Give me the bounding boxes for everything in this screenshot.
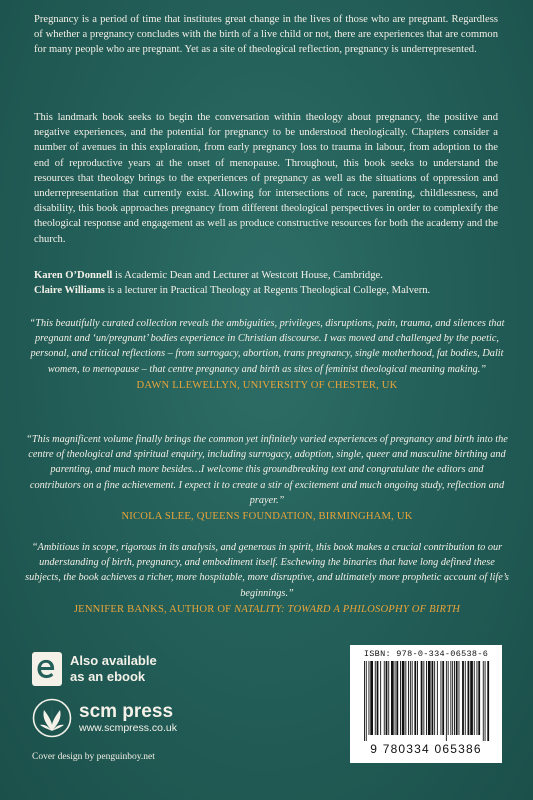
ebook-line-1: Also available bbox=[70, 653, 157, 668]
endorsement-quote bbox=[24, 432, 510, 524]
publisher-block bbox=[32, 698, 177, 738]
quote-attribution: DAWN LLEWELLYN, UNIVERSITY OF CHESTER, UK bbox=[136, 379, 398, 391]
barcode-panel bbox=[350, 645, 502, 763]
author-description: is a lecturer in Practical Theology at Regents Theological College, Malvern. bbox=[104, 285, 431, 296]
author-name: Claire Williams bbox=[34, 285, 105, 296]
ebook-line-2: as an ebook bbox=[70, 669, 146, 684]
author-bio bbox=[34, 283, 504, 298]
publisher-name: scm press bbox=[79, 700, 174, 722]
author-name: Karen O’Donnell bbox=[34, 270, 113, 281]
scm-press-logo-icon bbox=[32, 698, 72, 738]
ebook-e-icon bbox=[32, 652, 62, 686]
quote-text: “This magnificent volume finally brings the common yet infinitely varied experiences of pregnancy and birth into the centre of theological and spiritual enquiry, including surrogacy, adoption, single, queer and masculine birthing and parenting, and much more besides…I welcome this groundbreaking text and congratulate the editors and contributors on a fine achievement. I expect it to create a stir of excitement and much ongoing study, reflection and prayer.” bbox=[26, 434, 508, 506]
publisher-url: www.scmpress.co.uk bbox=[79, 721, 178, 734]
attribution-author: JENNIFER BANKS, AUTHOR OF bbox=[73, 603, 235, 615]
quote-text: “Ambitious in scope, rigorous in its analysis, and generous in spirit, this book makes a crucial contribution to our understanding of birth, pregnancy, and embodiment itself. Eschewing the binaries that have long defined these subjects, the book achieves a richer, more hospitable, more disruptive, and ultimately more prophetic account of life’s beginnings.” bbox=[25, 542, 509, 599]
author-bio bbox=[34, 268, 504, 283]
description-paragraph-2 bbox=[34, 110, 498, 256]
endorsement-quote bbox=[24, 540, 510, 617]
isbn-text: ISBN: 978-0-334-06538-6 bbox=[363, 649, 489, 659]
ean-number: 9 780334 065386 bbox=[370, 742, 482, 756]
author-bios bbox=[34, 268, 504, 298]
description-text-1: Pregnancy is a period of time that institutes great change in the lives of those who are pregnant. Regardless of whether a pregnancy concludes with the birth of a live child or not, there are experiences that are common for many people who are pregnant. Yet as a site of theological reflection, pregnancy is underrepresented. bbox=[34, 14, 498, 56]
author-description: is Academic Dean and Lecturer at Westcott House, Cambridge. bbox=[112, 270, 383, 281]
description-paragraph-1 bbox=[34, 12, 498, 67]
cover-design-credit: Cover design by penguinboy.net bbox=[32, 752, 155, 762]
description-text-2: This landmark book seeks to begin the conversation within theology about pregnancy, the positive and negative experiences, and the potential for pregnancy to be understood theologically. Chapters consider a number of avenues in this exploration, from early pregnancy loss to trauma in labour, from adoption to the end of reproductive years at the onset of menopause. Throughout, this book seeks to understand the resources that theology brings to the experiences of pregnancy as well as the situations of oppression and underrepresentation that currently exist. Allowing for intersections of race, parenting, childlessness, and disability, this book approaches pregnancy from different theological perspectives in order to complexify the theological response and engagement as well as produce constructive resources for both the academy and the church. bbox=[34, 112, 498, 245]
barcode-icon bbox=[362, 661, 490, 741]
attribution-book-title: NATALITY: TOWARD A PHILOSOPHY OF BIRTH bbox=[234, 603, 461, 615]
quote-text: “This beautifully curated collection reveals the ambiguities, privileges, disruptions, pain, trauma, and silences that pregnant and ‘un/pregnant’ bodies experience in Christian discourse. I was moved and challenged by the poetic, personal, and critical reflections – from surrogacy, abortion, trans pregnancy, single motherhood, fat bodies, Dalit women, to menopause – that centre pregnancy and birth as sites of feminist theological meaning making.” bbox=[29, 318, 505, 375]
ebook-availability bbox=[32, 652, 157, 686]
quote-attribution: NICOLA SLEE, QUEENS FOUNDATION, BIRMINGHAM, UK bbox=[121, 511, 413, 523]
quote-attribution bbox=[24, 602, 510, 617]
endorsement-quote bbox=[24, 316, 510, 393]
